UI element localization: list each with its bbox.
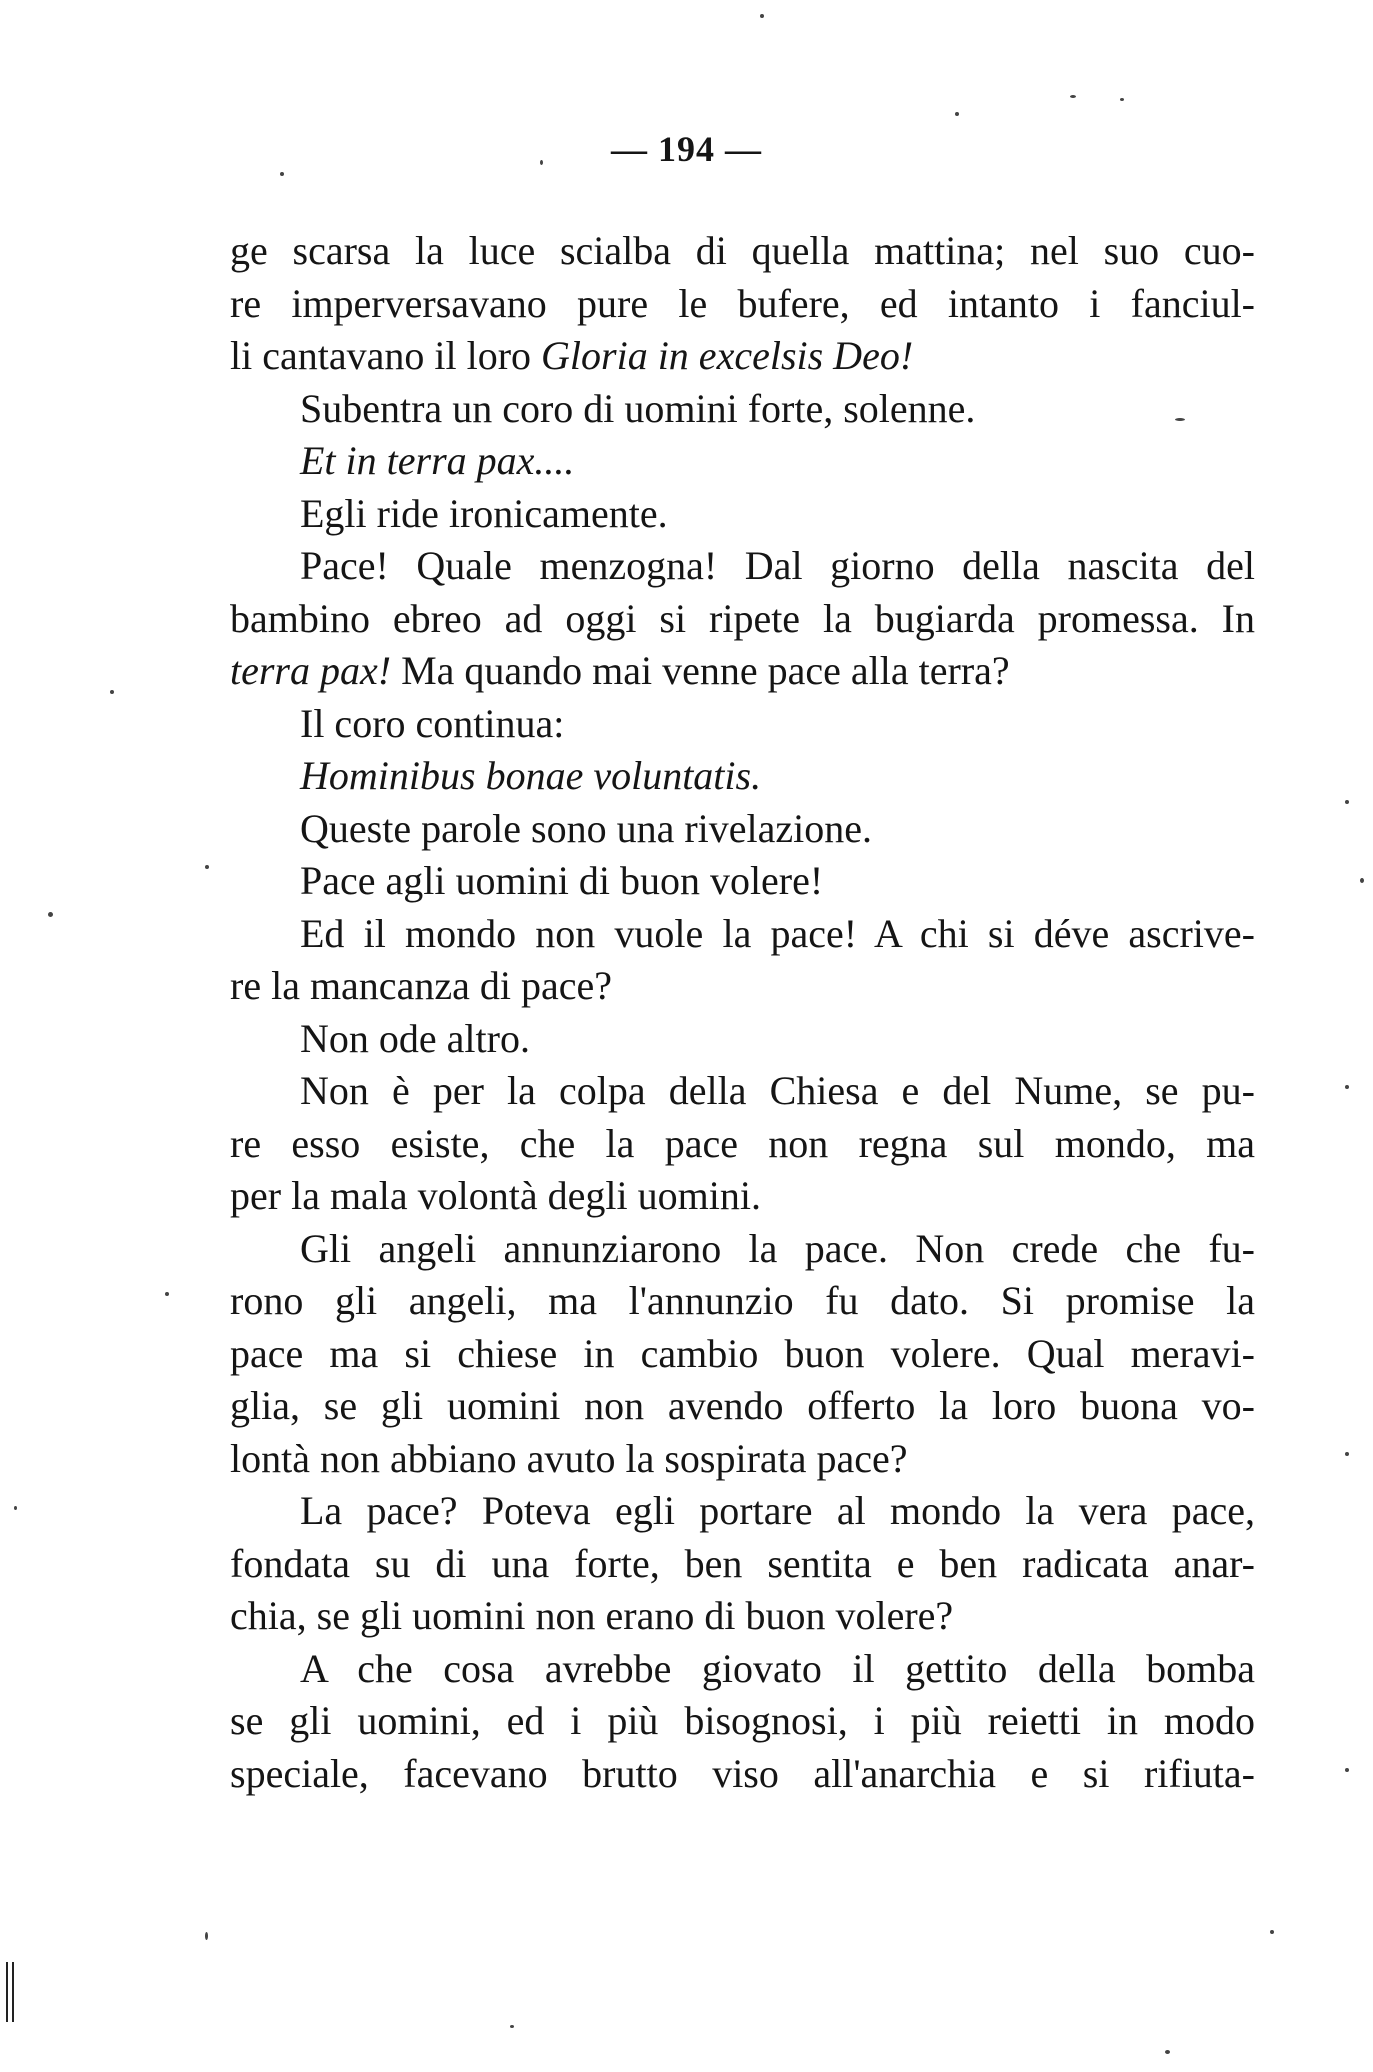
scan-speck: [48, 912, 53, 917]
page-number: — 194 —: [611, 129, 762, 169]
text-line: [230, 1223, 1255, 1276]
scan-speck: [1360, 878, 1364, 883]
scan-speck: [1345, 1452, 1349, 1456]
text-line: [230, 1643, 1255, 1696]
text-line: [230, 803, 1255, 856]
text-run: bambino ebreo ad oggi si ripete la bugiarda promessa. In: [230, 595, 1255, 641]
text-run: Pace agli uomini di buon volere!: [300, 858, 824, 903]
text-run: re imperversavano pure le bufere, ed intanto i fanciul-: [230, 280, 1255, 326]
text-run: Pace! Quale menzogna! Dal giorno della nascita del: [300, 543, 1255, 588]
italic-text: Hominibus bonae voluntatis.: [300, 753, 762, 798]
text-run: se gli uomini, ed i più bisognosi, i più reietti in modo: [230, 1698, 1255, 1743]
scan-speck: [1270, 1930, 1274, 1934]
italic-text: Gloria in excelsis Deo!: [541, 333, 914, 378]
scan-speck: [1070, 95, 1076, 98]
text-line: [230, 1695, 1255, 1748]
scan-speck: [955, 112, 959, 116]
scan-speck: [540, 160, 543, 165]
text-run: A che cosa avrebbe giovato il gettito della bomba: [300, 1645, 1255, 1691]
scan-speck: [205, 1932, 208, 1940]
text-run: La pace? Poteva egli portare al mondo la vera pace,: [300, 1488, 1255, 1533]
text-run: fondata su di una forte, ben sentita e ben radicata anar-: [230, 1540, 1255, 1586]
text-run: re esso esiste, che la pace non regna sul mondo, ma: [230, 1120, 1255, 1166]
text-line: [230, 1328, 1255, 1381]
text-line: [230, 1433, 1255, 1486]
text-run: rono gli angeli, ma l'annunzio fu dato. Si promise la: [230, 1278, 1255, 1323]
text-run: glia, se gli uomini non avendo offerto la loro buona vo-: [230, 1383, 1255, 1428]
text-line: [230, 488, 1255, 541]
text-run: Il coro continua:: [300, 700, 565, 746]
text-run: chia, se gli uomini non erano di buon volere?: [230, 1593, 954, 1638]
scan-speck: [205, 865, 209, 869]
italic-text: terra pax!: [230, 648, 392, 693]
text-line: [230, 1275, 1255, 1328]
text-line: [230, 750, 1255, 803]
italic-text: Et in terra pax....: [300, 438, 575, 483]
scan-speck: [1345, 800, 1349, 804]
scan-speck: [110, 690, 114, 694]
text-line: [230, 593, 1255, 646]
scan-speck: [14, 1506, 17, 1510]
text-line: [230, 278, 1255, 331]
text-line: [230, 1118, 1255, 1171]
text-line: [230, 383, 1255, 436]
scan-speck: [760, 14, 764, 18]
scan-speck: [1345, 1768, 1349, 1772]
scan-edge-line: [6, 1962, 8, 2022]
text-run: pace ma si chiese in cambio buon volere. Qual meravi-: [230, 1330, 1255, 1376]
scan-speck: [1345, 1085, 1349, 1089]
text-line: [230, 1380, 1255, 1433]
text-run: Egli ride ironicamente.: [300, 490, 668, 536]
text-line: [230, 1065, 1255, 1118]
scan-speck: [165, 1292, 169, 1296]
text-run: lontà non abbiano avuto la sospirata pace?: [230, 1435, 908, 1481]
text-run: Queste parole sono una rivelazione.: [300, 805, 873, 851]
text-run: Ed il mondo non vuole la pace! A chi si déve ascrive-: [300, 910, 1255, 956]
text-line: [230, 1538, 1255, 1591]
scan-speck: [510, 2025, 514, 2028]
text-run: Non è per la colpa della Chiesa e del Nume, se pu-: [300, 1068, 1255, 1113]
text-run: re la mancanza di pace?: [230, 963, 612, 1008]
text-line: [230, 540, 1255, 593]
body-text: [230, 225, 1255, 1800]
text-line: [230, 1170, 1255, 1223]
text-line: [230, 908, 1255, 961]
text-line: [230, 225, 1255, 278]
scan-speck: [280, 172, 284, 176]
text-run: li cantavano il loro: [230, 333, 542, 378]
text-line: [230, 698, 1255, 751]
text-line: [230, 1748, 1255, 1801]
scan-edge-line: [12, 1962, 14, 2022]
text-line: [230, 645, 1255, 698]
text-line: [230, 1485, 1255, 1538]
text-run: speciale, facevano brutto viso all'anarchia e si rifiuta-: [230, 1750, 1255, 1796]
text-run: per la mala volontà degli uomini.: [230, 1173, 761, 1218]
text-run: ge scarsa la luce scialba di quella mattina; nel suo cuo-: [230, 228, 1255, 273]
scan-speck: [1120, 98, 1124, 101]
text-line: [230, 960, 1255, 1013]
text-line: [230, 330, 1255, 383]
text-line: [230, 435, 1255, 488]
text-line: [230, 1013, 1255, 1066]
text-run: Gli angeli annunziarono la pace. Non crede che fu-: [300, 1225, 1255, 1271]
text-run: Non ode altro.: [300, 1015, 530, 1061]
scan-speck: [1175, 418, 1185, 421]
text-run: Ma quando mai venne pace alla terra?: [391, 648, 1010, 693]
text-run: Subentra un coro di uomini forte, solenne.: [300, 385, 976, 431]
text-line: [230, 1590, 1255, 1643]
scan-speck: [1165, 2050, 1170, 2054]
text-line: [230, 855, 1255, 908]
